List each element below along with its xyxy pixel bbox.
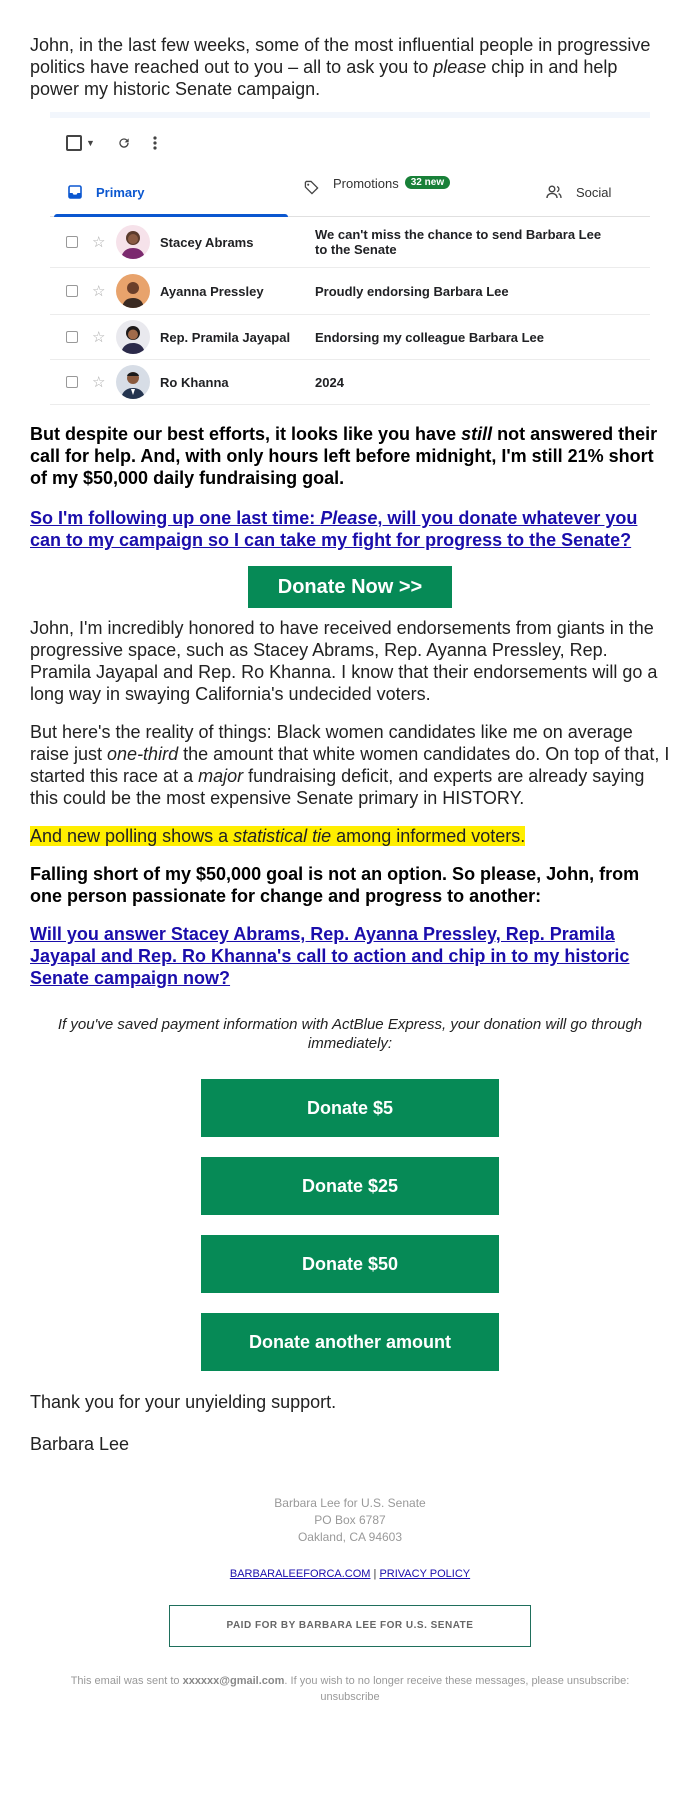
select-all-checkbox-icon: ▼ [66,135,95,151]
honored-paragraph: John, I'm incredibly honored to have received endorsements from giants in the progressive space, such as Stacey Abrams, Rep. Ayanna Pressley, Rep. Pramila Jayapal and Rep. Ro Khanna. I know that their endorsements will go a long way in swaying California's undecided voters. [30,618,658,704]
tab-social [534,168,611,216]
privacy-policy-link[interactable]: PRIVACY POLICY [379,1568,471,1580]
tab-primary [50,168,288,216]
despite-paragraph [30,423,670,489]
tab-promotions-label: Promotions [333,176,399,191]
avatar-stacey-abrams [116,225,150,259]
falling-short-paragraph: Falling short of my $50,000 goal is not an option. So please, John, from one person passionate for change and progress to another: [30,864,640,906]
signature: Barbara Lee [30,1434,130,1454]
reality-paragraph [30,721,670,809]
row-checkbox [66,285,78,297]
footer-separator: | [373,1568,377,1580]
email-row [50,360,650,405]
row-checkbox [66,236,78,248]
intro-text-end: chip in and help power my historic Senate campaign. [30,57,618,99]
footer-address [30,1495,670,1546]
unsub-text-end: . If you wish to no longer receive these messages, please unsubscribe: [284,1675,630,1687]
unsubscribe-notice [30,1673,670,1705]
tab-promotions [288,168,534,216]
inbox-icon [68,185,82,199]
answer-call-link[interactable]: Will you answer Stacey Abrams, Rep. Ayanna Pressley, Rep. Pramila Jayapal and Rep. Ro Khanna's call to action and chip in to my historic Senate campaign now? [30,924,630,988]
intro-paragraph [30,34,670,100]
star-icon: ☆ [92,374,106,391]
despite-text: But despite our best efforts, it looks like you have [30,424,462,444]
donate-5-button[interactable]: Donate $5 [201,1079,499,1137]
footer-city: Oakland, CA 94603 [297,1530,403,1544]
email-subject: 2024 [315,374,344,390]
star-icon: ☆ [92,283,106,300]
email-subject: Endorsing my colleague Barbara Lee [315,329,545,345]
followup-text-end: , will you donate whatever you can to my campaign so I can take my fight for progress to the Senate? [30,508,638,550]
answer-paragraph [30,923,670,989]
sender-name: Ro Khanna [160,374,229,390]
email-row [50,268,650,315]
sender-name: Ayanna Pressley [160,283,264,299]
promotions-badge: 32 new [405,176,450,189]
despite-emphasis: still [461,424,493,444]
unsubscribe-link[interactable]: unsubscribe [320,1691,380,1703]
followup-emphasis: Please [320,508,378,528]
more-options-icon [153,136,157,150]
email-subject: We can't miss the chance to send Barbara Lee to the Senate [315,227,602,257]
reality-text-mid: the amount that white women candidates do. On top of that, I started this race at a [30,744,670,786]
polling-text-end: among informed voters. [331,826,526,846]
reality-text-end: fundraising deficit, and experts are already saying this could be the most expensive Senate primary in HISTORY. [30,766,645,808]
despite-text-end: not answered their call for help. And, with only hours left before midnight, I'm still 21% short of my $50,000 daily fundraising goal. [30,424,658,488]
inbox-tabs [50,168,650,217]
tag-icon [304,180,319,195]
followup-text: So I'm following up one last time: [30,508,321,528]
paid-for-box: PAID FOR BY BARBARA LEE FOR U.S. SENATE [169,1605,531,1647]
donate-25-button[interactable]: Donate $25 [201,1157,499,1215]
website-link[interactable]: BARBARALEEFORCA.COM [229,1568,371,1580]
star-icon: ☆ [92,329,106,346]
donate-50-button[interactable]: Donate $50 [201,1235,499,1293]
actblue-note: If you've saved payment information with ActBlue Express, your donation will go through immediately: [57,1016,643,1052]
email-subject: Proudly endorsing Barbara Lee [315,283,509,299]
row-checkbox [66,376,78,388]
inbox-toolbar [50,118,650,168]
footer-org: Barbara Lee for U.S. Senate [274,1496,426,1510]
star-icon: ☆ [92,234,106,251]
polling-text: And new polling shows a [30,826,234,846]
avatar-pramila-jayapal [116,320,150,354]
row-checkbox [66,331,78,343]
tab-social-label: Social [576,184,612,200]
donate-other-button[interactable]: Donate another amount [201,1313,499,1371]
sender-name: Rep. Pramila Jayapal [160,329,291,345]
reality-text: But here's the reality of things: Black women candidates like me on average raise just [30,722,633,764]
donate-now-button[interactable]: Donate Now >> [248,566,452,608]
polling-highlight [30,826,525,846]
tab-primary-label: Primary [96,184,145,200]
inbox-screenshot [50,112,650,405]
intro-text: John, in the last few weeks, some of the most influential people in progressive politics have reached out to you – all to ask you to [30,35,651,77]
reality-emphasis-one: one-third [107,744,179,764]
refresh-icon [117,136,131,150]
avatar-ro-khanna [116,365,150,399]
polling-paragraph [30,825,670,847]
thanks-text: Thank you for your unyielding support. [30,1392,337,1412]
followup-paragraph [30,507,670,551]
reality-emphasis-two: major [198,766,244,786]
unsub-text: This email was sent to [70,1675,183,1687]
polling-emphasis: statistical tie [233,826,332,846]
email-row [50,217,650,268]
intro-emphasis: please [433,57,487,77]
avatar-ayanna-pressley [116,274,150,308]
footer-links [30,1568,670,1580]
sender-name: Stacey Abrams [160,234,254,250]
email-body [30,0,670,1705]
recipient-email: xxxxxx@gmail.com [182,1675,285,1687]
followup-donate-link[interactable] [30,507,670,551]
footer-po-box: PO Box 6787 [314,1513,386,1527]
email-row [50,315,650,360]
people-icon [546,185,562,199]
